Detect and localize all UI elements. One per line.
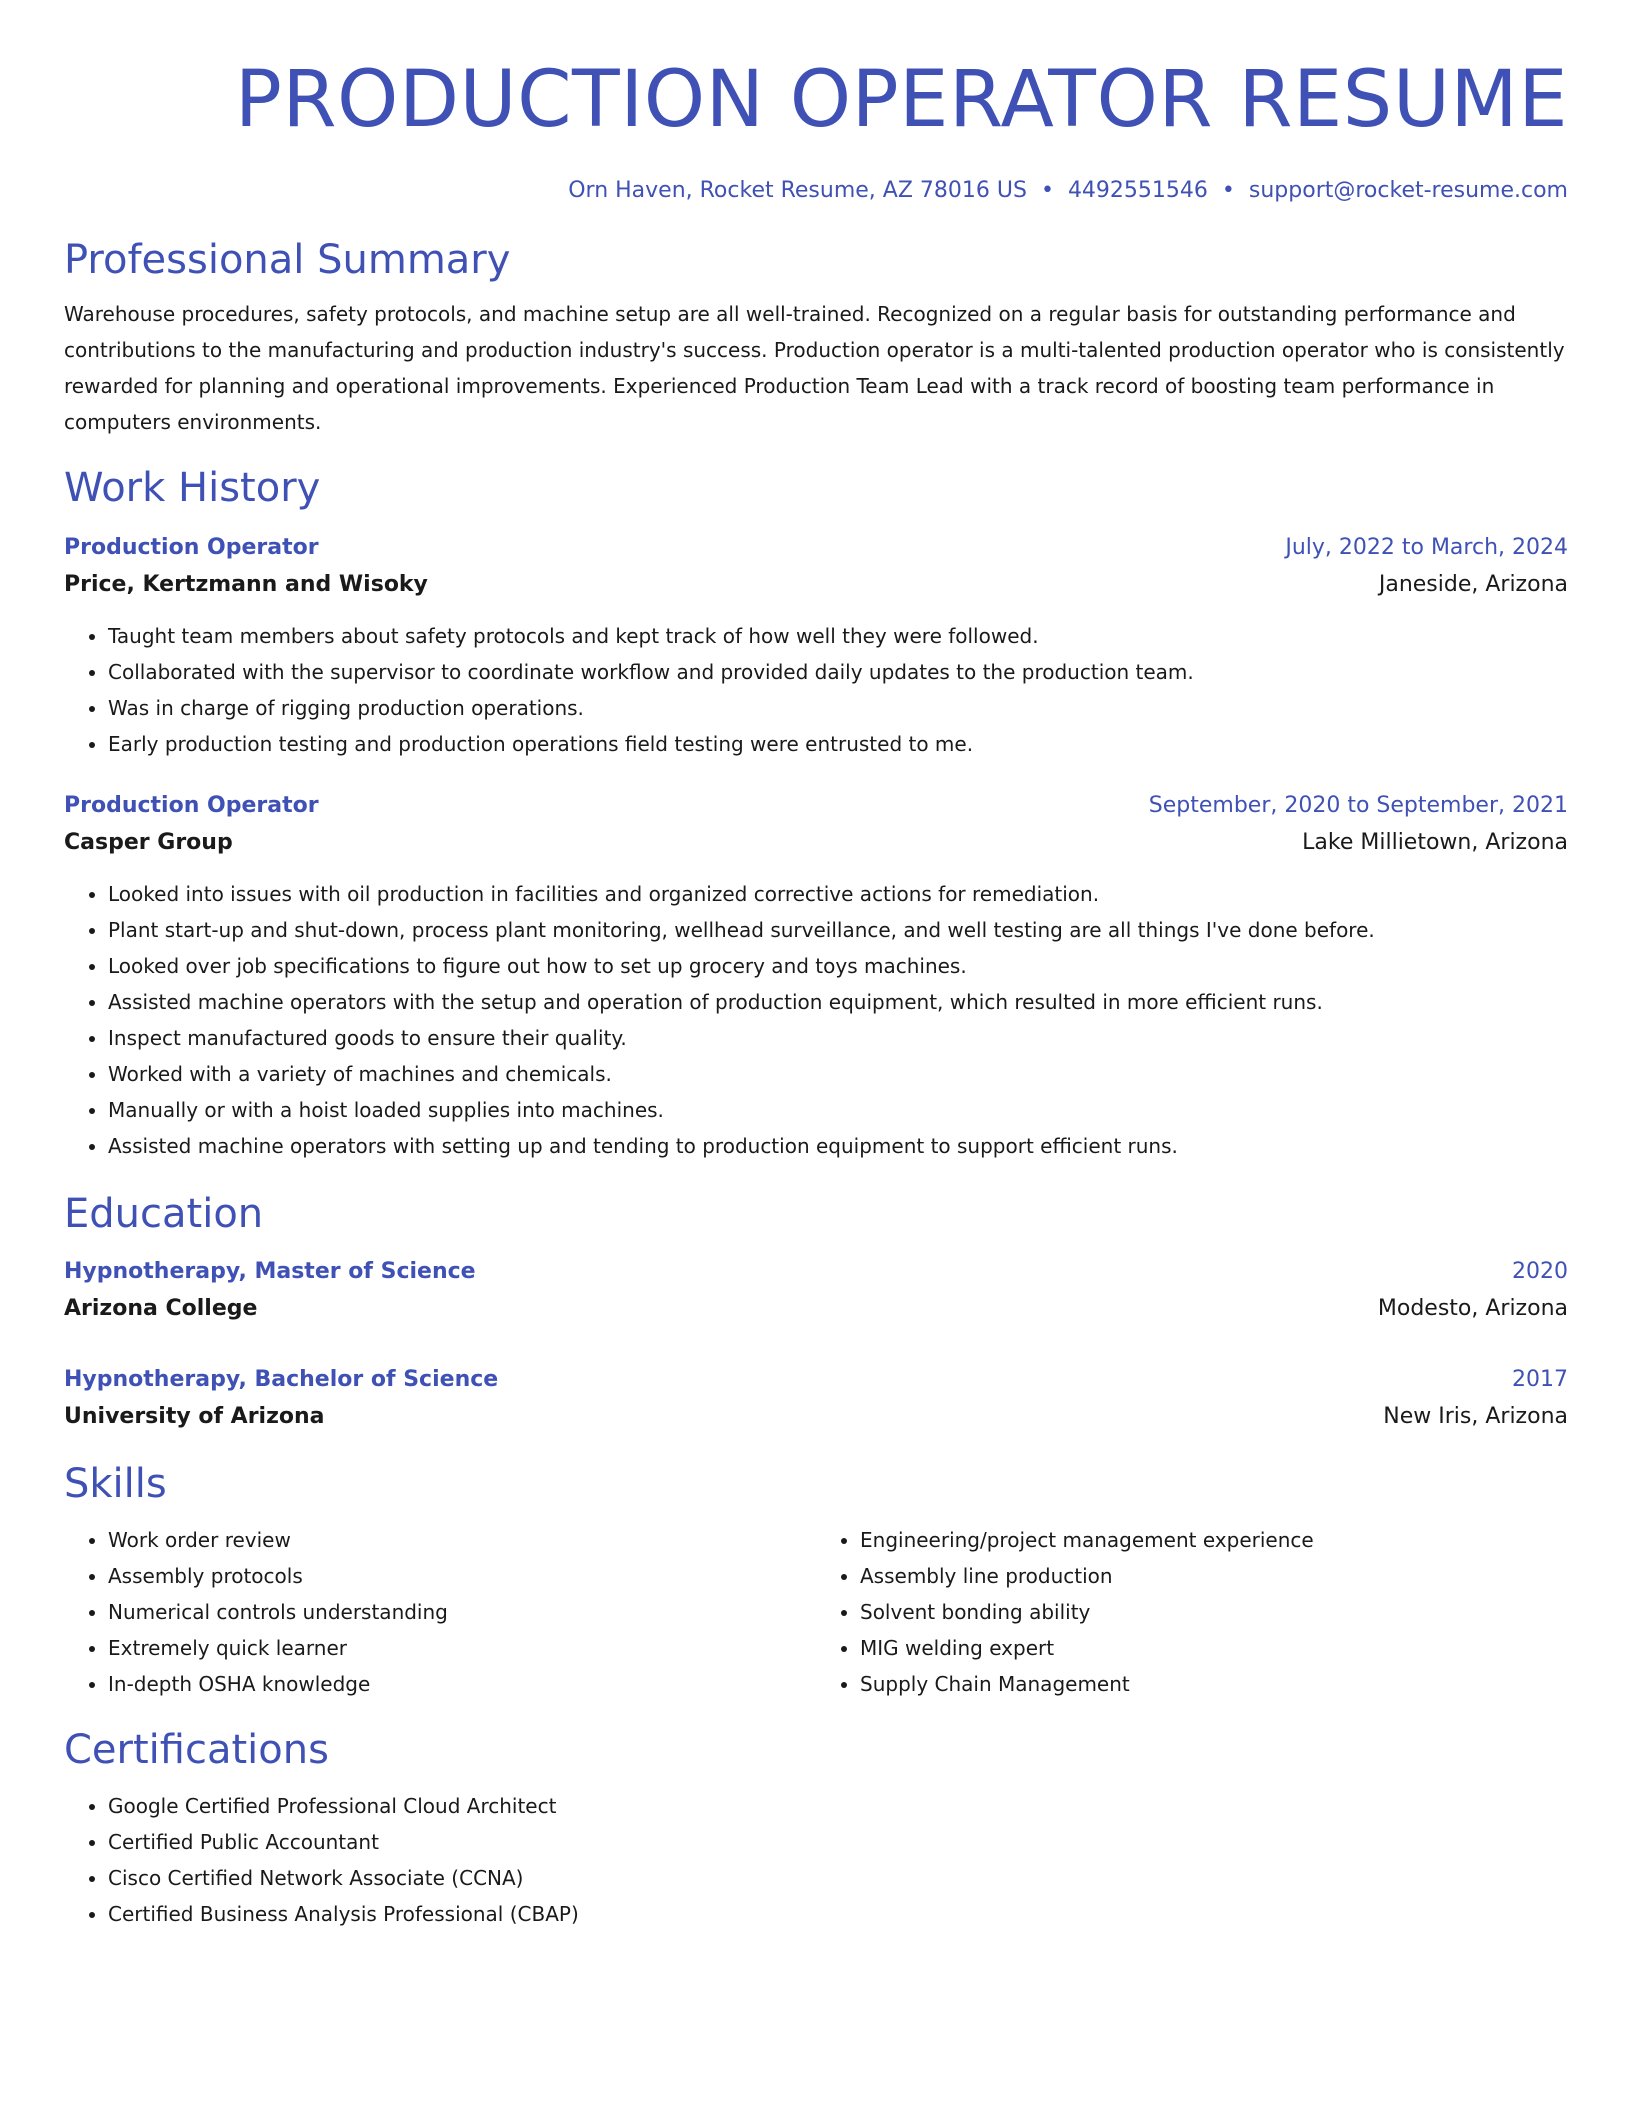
list-item: • Engineering/project management experience	[860, 1522, 1568, 1558]
list-item: • Google Certified Professional Cloud Architect	[108, 1788, 1568, 1824]
education-school: University of Arizona	[64, 1404, 325, 1429]
education-school: Arizona College	[64, 1296, 258, 1321]
resume-header	[64, 52, 1568, 206]
list-item: • Certified Public Accountant	[108, 1824, 1568, 1860]
list-item: • Assembly protocols	[108, 1558, 816, 1594]
skills-list-right	[816, 1522, 1568, 1702]
section-heading-work-history: Work History	[64, 465, 321, 511]
list-item: • Early production testing and production operations field testing were entrusted to me.	[108, 726, 1568, 762]
contact-address: Orn Haven, Rocket Resume, AZ 78016 US	[568, 178, 1027, 203]
section-heading-education: Education	[64, 1191, 264, 1237]
certifications-list	[64, 1788, 1568, 1932]
certifications-section	[64, 1724, 1568, 1932]
job-dates: July, 2022 to March, 2024	[1285, 535, 1568, 560]
list-item: • Assisted machine operators with the setup and operation of production equipment, which resulted in more efficient runs.	[108, 984, 1568, 1020]
contact-separator: •	[1221, 178, 1235, 203]
education-entry	[64, 1362, 1568, 1436]
job-company: Casper Group	[64, 830, 233, 855]
list-item: • Cisco Certified Network Associate (CCNA)	[108, 1860, 1568, 1896]
skills-section	[64, 1458, 1568, 1702]
education-degree: Hypnotherapy, Master of Science	[64, 1259, 476, 1284]
job-company: Price, Kertzmann and Wisoky	[64, 572, 428, 597]
summary-text: Warehouse procedures, safety protocols, and machine setup are all well-trained. Recognized on a regular basis for outstanding performance and contributions to the manufacturing and production industry's success. Production operator is a multi-talented production operator who is consistently rewarded for planning and operational improvements. Experienced Production Team Lead with a track record of boosting team performance in computers environments.	[64, 302, 1565, 434]
list-item: • Worked with a variety of machines and chemicals.	[108, 1056, 1568, 1092]
education-degree: Hypnotherapy, Bachelor of Science	[64, 1367, 499, 1392]
list-item: • Collaborated with the supervisor to coordinate workflow and provided daily updates to the production team.	[108, 654, 1568, 690]
section-heading-certifications: Certifications	[64, 1727, 329, 1773]
contact-line	[64, 176, 1568, 206]
contact-phone: 4492551546	[1067, 178, 1208, 203]
summary-section	[64, 234, 1568, 440]
list-item: • MIG welding expert	[860, 1630, 1568, 1666]
list-item: • Solvent bonding ability	[860, 1594, 1568, 1630]
education-entry	[64, 1254, 1568, 1328]
section-heading-summary: Professional Summary	[64, 237, 511, 283]
list-item: • Certified Business Analysis Professional (CBAP)	[108, 1896, 1568, 1932]
job-dates: September, 2020 to September, 2021	[1148, 793, 1568, 818]
list-item: • Supply Chain Management	[860, 1666, 1568, 1702]
list-item: • Extremely quick learner	[108, 1630, 816, 1666]
list-item: • Assembly line production	[860, 1558, 1568, 1594]
job-location: Janeside, Arizona	[1378, 572, 1568, 597]
list-item: • Assisted machine operators with setting up and tending to production equipment to support efficient runs.	[108, 1128, 1568, 1164]
job-title: Production Operator	[64, 793, 319, 818]
list-item: • Taught team members about safety protocols and kept track of how well they were followed.	[108, 618, 1568, 654]
education-year: 2020	[1512, 1259, 1568, 1284]
education-section	[64, 1188, 1568, 1436]
education-location: New Iris, Arizona	[1383, 1404, 1568, 1429]
education-year: 2017	[1512, 1367, 1568, 1392]
skills-list-left	[64, 1522, 816, 1702]
education-location: Modesto, Arizona	[1377, 1296, 1568, 1321]
list-item: • Looked into issues with oil production in facilities and organized corrective actions for remediation.	[108, 876, 1568, 912]
section-heading-skills: Skills	[64, 1461, 167, 1507]
work-history-section	[64, 462, 1568, 1164]
list-item: • Inspect manufactured goods to ensure their quality.	[108, 1020, 1568, 1056]
skills-columns	[64, 1522, 1568, 1702]
list-item: • Manually or with a hoist loaded supplies into machines.	[108, 1092, 1568, 1128]
job-entry	[64, 788, 1568, 1164]
list-item: • Plant start-up and shut-down, process plant monitoring, wellhead surveillance, and well testing are all things I've done before.	[108, 912, 1568, 948]
list-item: • Numerical controls understanding	[108, 1594, 816, 1630]
job-location: Lake Millietown, Arizona	[1302, 830, 1568, 855]
job-bullets	[64, 876, 1568, 1164]
list-item: • Work order review	[108, 1522, 816, 1558]
list-item: • In-depth OSHA knowledge	[108, 1666, 816, 1702]
job-bullets	[64, 618, 1568, 762]
resume-title: PRODUCTION OPERATOR RESUME	[234, 55, 1568, 145]
job-title: Production Operator	[64, 535, 319, 560]
list-item: • Was in charge of rigging production operations.	[108, 690, 1568, 726]
contact-separator: •	[1040, 178, 1054, 203]
contact-email: support@rocket-resume.com	[1248, 178, 1568, 203]
list-item: • Looked over job specifications to figure out how to set up grocery and toys machines.	[108, 948, 1568, 984]
job-entry	[64, 530, 1568, 762]
